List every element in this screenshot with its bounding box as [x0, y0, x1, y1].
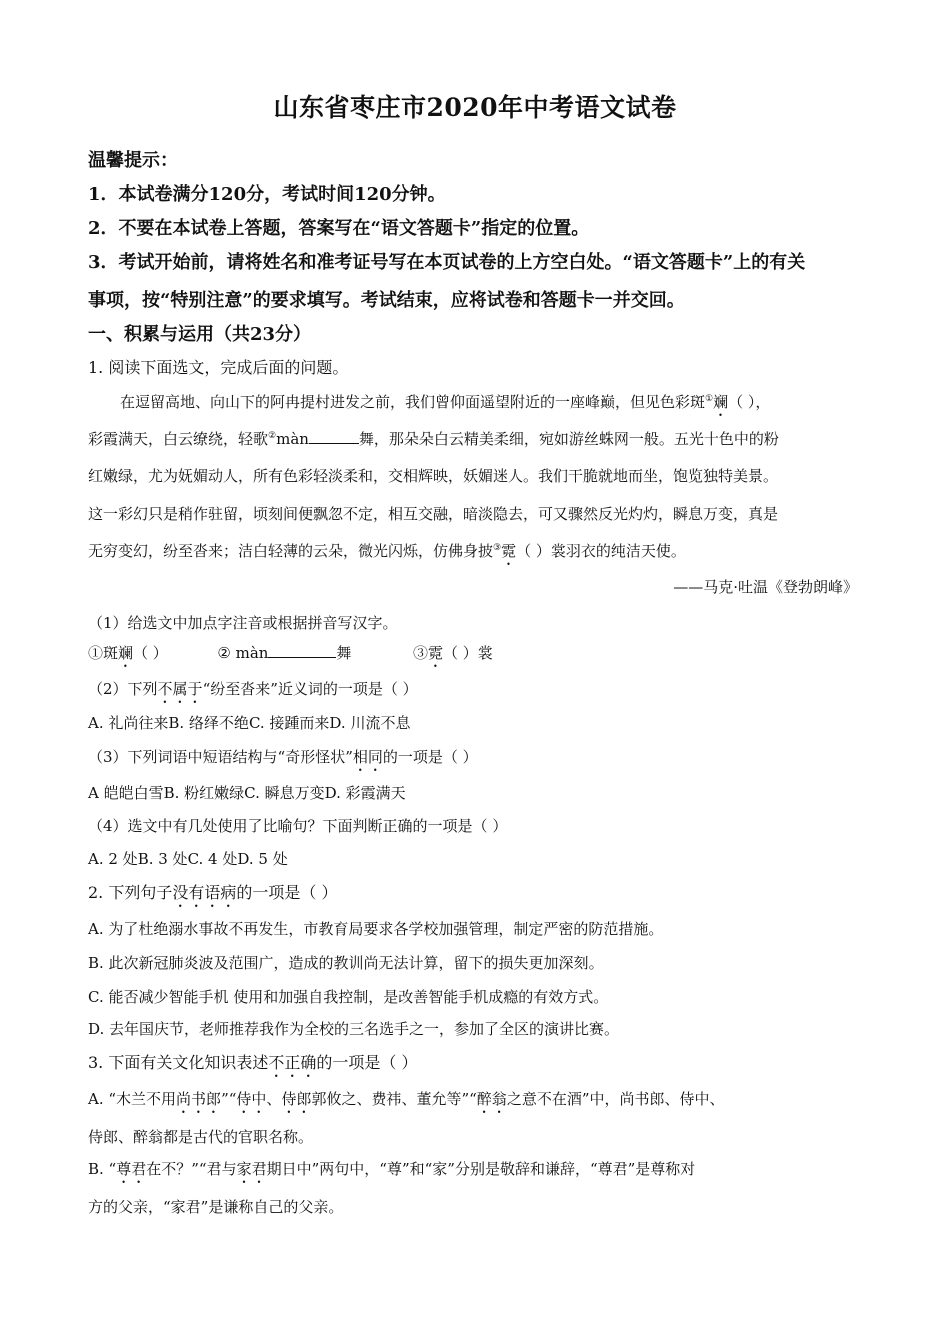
section-heading: 一、积累与运用（共23分） — [88, 324, 312, 345]
option-c[interactable]: C. 接踵而来 — [248, 714, 330, 732]
option-c[interactable]: C. 4 处 — [187, 850, 238, 868]
dotted-term-jiajun: 家君 — [236, 1160, 267, 1178]
dotted-term-shangshulang: 尚书郎 — [176, 1090, 222, 1108]
passage-line-4: 这一彩幻只是稍作驻留，顷刻间便飘忽不定，相互交融，暗淡隐去，可又骤然反光灼灼，瞬息万变，真是 — [88, 505, 779, 523]
tips-heading: 温馨提示： — [88, 150, 178, 171]
sub-question-3-options — [88, 782, 406, 803]
question-3-option-a-cont: 侍郎、醉翁都是古代的官职名称。 — [88, 1128, 314, 1146]
option-b[interactable]: B. 粉红嫩绿 — [163, 784, 245, 802]
emphasis-grammar-error: 语病 — [204, 883, 237, 902]
passage-line-2: 彩霞满天，白云缭绕，轻歌②màn 舞，那朵朵白云精美柔细，宛如游丝蛛网一般。五光十色中的粉 — [88, 430, 779, 448]
question-3-option-a[interactable]: A. “木兰不用尚书郎”“侍中、侍郎郭攸之、费祎、董允等”“醉翁之意不在酒”中，尚书郎、侍中、 — [88, 1090, 725, 1108]
question-1-stem: 1. 阅读下面选文，完成后面的问题。 — [88, 358, 349, 377]
option-b[interactable]: B. 络绎不绝 — [168, 714, 249, 732]
passage-line-5: 无穷变幻，纷至沓来；洁白轻薄的云朵，微光闪烁，仿佛身披③霓（ ）裳羽衣的纯洁天使。 — [88, 542, 686, 560]
tip-item-2: 2．不要在本试卷上答题，答案写在“语文答题卡”指定的位置。 — [88, 218, 590, 239]
answer-blank[interactable] — [309, 429, 359, 444]
sub-question-3-stem: （3）下列词语中短语结构与“奇形怪状”相同的一项是（ ） — [88, 748, 478, 766]
dotted-char-lan: 斓 — [713, 393, 729, 411]
dotted-char-lan-2: 斓 — [118, 644, 134, 662]
dotted-term-shilang: 侍郎 — [281, 1090, 312, 1108]
note-marker-1: ① — [705, 394, 714, 404]
option-a[interactable]: A 皑皑白雪 — [88, 784, 164, 802]
tip-item-1: 1．本试卷满分120分，考试时间120分钟。 — [88, 184, 446, 205]
question-2-option-d[interactable]: D. 去年国庆节，老师推荐我作为全校的三名选手之一，参加了全区的演讲比赛。 — [88, 1020, 620, 1038]
emphasis-incorrect: 不正确 — [268, 1053, 317, 1072]
dotted-term-zuiweng: 醉翁 — [476, 1090, 507, 1108]
option-d[interactable]: D. 川流不息 — [329, 714, 411, 732]
emphasis-no: 没有 — [172, 883, 205, 902]
option-c[interactable]: C. 瞬息万变 — [244, 784, 325, 802]
answer-blank-man[interactable] — [268, 643, 336, 658]
exam-title: 山东省枣庄市2020年中考语文试卷 — [273, 93, 677, 122]
dotted-char-ni: 霓 — [501, 542, 517, 560]
question-3-option-b[interactable]: B. “尊君在不？”“君与家君期日中”两句中，“尊”和“家”分别是敬辞和谦辞，“尊君”是尊称对 — [88, 1160, 696, 1178]
option-a[interactable]: A. 礼尚往来 — [88, 714, 169, 732]
passage-line-3: 红嫩绿，尤为妩媚动人，所有色彩轻淡柔和，交相辉映，妖媚迷人。我们干脆就地而坐，饱览独特美景。 — [88, 467, 779, 485]
sub-question-2-stem: （2）下列不属于“纷至沓来”近义词的一项是（ ） — [88, 680, 418, 698]
passage-line-1: 在逗留高地、向山下的阿冉提村进发之前，我们曾仰面遥望附近的一座峰巅，但见色彩斑①斓（ ）， — [120, 393, 771, 411]
passage-attribution: ——马克·吐温《登勃朗峰》 — [673, 578, 858, 596]
sub-question-4-options — [88, 848, 288, 869]
tip-item-3: 3．考试开始前，请将姓名和准考证号写在本页试卷的上方空白处。“语文答题卡”上的有关 — [88, 252, 806, 273]
option-a[interactable]: A. 2 处 — [88, 850, 138, 868]
sub-question-1-options: ①斑斓（ ） ② màn 舞 ③霓（ ）裳 — [88, 644, 493, 662]
question-3-stem: 3. 下面有关文化知识表述不正确的一项是（ ） — [88, 1053, 418, 1072]
option-d[interactable]: D. 5 处 — [237, 850, 288, 868]
option-b[interactable]: B. 3 处 — [137, 850, 188, 868]
sub-question-2-options — [88, 712, 410, 733]
option-d[interactable]: D. 彩霞满天 — [324, 784, 406, 802]
note-marker-2: ② — [268, 431, 277, 441]
emphasis-same: 相同 — [352, 748, 383, 766]
question-2-stem: 2. 下列句子没有语病的一项是（ ） — [88, 883, 338, 902]
tip-item-3-cont: 事项，按“特别注意”的要求填写。考试结束，应将试卷和答题卡一并交回。 — [88, 290, 685, 311]
question-2-option-c[interactable]: C. 能否减少智能手机 使用和加强自我控制，是改善智能手机成瘾的有效方式。 — [88, 988, 609, 1006]
dotted-term-shizhong: 侍中 — [236, 1090, 267, 1108]
question-2-option-b[interactable]: B. 此次新冠肺炎波及范围广，造成的教训尚无法计算，留下的损失更加深刻。 — [88, 954, 604, 972]
emphasis-not-belong: 不属于 — [157, 680, 203, 698]
sub-question-1-stem: （1）给选文中加点字注音或根据拼音写汉字。 — [88, 614, 398, 632]
sub-question-4-stem: （4）选文中有几处使用了比喻句？下面判断正确的一项是（ ） — [88, 817, 508, 835]
dotted-term-zunjun: 尊君 — [116, 1160, 147, 1178]
note-marker-3: ③ — [493, 543, 502, 553]
question-2-option-a[interactable]: A. 为了杜绝溺水事故不再发生，市教育局要求各学校加强管理，制定严密的防范措施。 — [88, 920, 664, 938]
question-3-option-b-cont: 方的父亲，“家君”是谦称自己的父亲。 — [88, 1198, 344, 1216]
dotted-char-ni-2: 霓 — [428, 644, 444, 662]
